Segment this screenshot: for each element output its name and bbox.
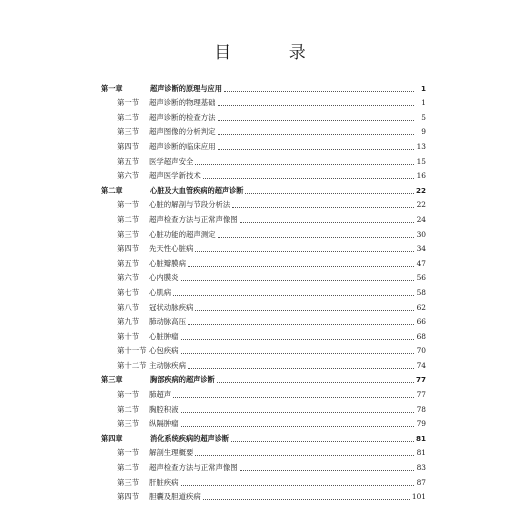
dot-leader: [218, 148, 414, 150]
toc-section-entry[interactable]: [101, 255, 426, 270]
dot-leader: [173, 294, 414, 296]
toc-entry-title: 先天性心脏病: [149, 244, 194, 254]
toc-entry-page: 24: [416, 214, 426, 224]
toc-entry-label: 第一节: [117, 390, 140, 400]
dot-leader: [218, 236, 414, 238]
dot-leader: [203, 177, 414, 179]
toc-section-entry[interactable]: [101, 299, 426, 314]
toc-entry-page: 87: [416, 477, 426, 487]
toc-entry-page: 34: [416, 244, 426, 254]
toc-entry-page: 30: [416, 229, 426, 239]
toc-entry-label: 第九节: [117, 317, 140, 327]
dot-leader: [181, 279, 414, 281]
toc-section-entry[interactable]: [101, 328, 426, 343]
dot-leader: [195, 454, 414, 456]
toc-chapter-entry[interactable]: [101, 372, 426, 387]
toc-chapter-entry[interactable]: [101, 182, 426, 197]
toc-entry-label: 第二节: [117, 404, 140, 414]
toc-entry-page: 1: [420, 83, 426, 93]
toc-entry-page: 78: [416, 404, 426, 414]
toc-entry-title: 超声图像的分析判定: [149, 127, 216, 137]
toc-entry-title: 主动脉疾病: [149, 360, 186, 370]
toc-entry-page: 77: [416, 390, 426, 400]
toc-entry-page: 83: [416, 463, 426, 473]
toc-section-entry[interactable]: [101, 284, 426, 299]
toc-entry-page: 79: [416, 419, 426, 429]
toc-section-entry[interactable]: [101, 386, 426, 401]
toc-section-entry[interactable]: [101, 489, 426, 504]
toc-entry-page: 70: [416, 346, 426, 356]
toc-entry-title: 肺超声: [149, 390, 172, 400]
table-of-contents: [101, 80, 426, 503]
toc-entry-label: 第四节: [117, 141, 140, 151]
toc-section-entry[interactable]: [101, 474, 426, 489]
toc-entry-label: 第六节: [117, 273, 140, 283]
toc-entry-page: 81: [415, 433, 426, 443]
dot-leader: [218, 133, 414, 135]
dot-leader: [203, 498, 410, 500]
toc-entry-page: 68: [416, 331, 426, 341]
toc-entry-label: 第四节: [117, 244, 140, 254]
toc-entry-title: 胆囊及胆道疾病: [149, 492, 201, 502]
dot-leader: [181, 484, 414, 486]
toc-entry-title: 超声医学新技术: [149, 171, 201, 181]
toc-entry-page: 22: [416, 200, 426, 210]
toc-section-entry[interactable]: [101, 459, 426, 474]
toc-entry-page: 5: [421, 112, 426, 122]
dot-leader: [218, 104, 414, 106]
toc-entry-title: 消化系统疾病的超声诊断: [150, 433, 230, 443]
toc-entry-title: 心脏及大血管疾病的超声诊断: [150, 185, 244, 195]
toc-entry-label: 第八节: [117, 302, 140, 312]
dot-leader: [188, 367, 414, 369]
toc-entry-label: 第四节: [117, 492, 140, 502]
toc-section-entry[interactable]: [101, 109, 426, 124]
toc-entry-label: 第三节: [117, 477, 140, 487]
dot-leader: [245, 192, 414, 194]
toc-entry-page: 22: [415, 185, 426, 195]
toc-entry-label: 第五节: [117, 156, 140, 166]
toc-entry-label: 第七节: [117, 287, 140, 297]
dot-leader: [188, 265, 414, 267]
toc-section-entry[interactable]: [101, 270, 426, 285]
toc-entry-label: 第三节: [117, 419, 140, 429]
toc-entry-page: 58: [416, 287, 426, 297]
toc-entry-label: 第十一节: [117, 346, 147, 356]
dot-leader: [181, 338, 414, 340]
toc-entry-page: 66: [416, 317, 426, 327]
toc-entry-label: 第二节: [117, 112, 140, 122]
toc-entry-title: 解剖生理概要: [149, 448, 194, 458]
dot-leader: [195, 309, 414, 311]
dot-leader: [231, 440, 414, 442]
toc-entry-title: 心脏的解剖与节段分析法: [149, 200, 231, 210]
toc-entry-label: 第一节: [117, 98, 140, 108]
dot-leader: [181, 352, 414, 354]
toc-entry-page: 13: [416, 141, 426, 151]
toc-entry-label: 第一节: [117, 448, 140, 458]
toc-entry-title: 超声诊断的检查方法: [149, 112, 216, 122]
toc-entry-label: 第十节: [117, 331, 140, 341]
toc-section-entry[interactable]: [101, 226, 426, 241]
toc-section-entry[interactable]: [101, 416, 426, 431]
toc-entry-page: 16: [416, 171, 426, 181]
toc-entry-label: 第二节: [117, 214, 140, 224]
toc-entry-title: 肺动脉高压: [149, 317, 186, 327]
toc-entry-label: 第一章: [101, 83, 123, 93]
toc-entry-label: 第二节: [117, 463, 140, 473]
toc-section-entry[interactable]: [101, 197, 426, 212]
toc-entry-title: 心脏功能的超声测定: [149, 229, 216, 239]
toc-entry-label: 第一节: [117, 200, 140, 210]
toc-entry-title: 超声检查方法与正常声像图: [149, 214, 238, 224]
dot-leader: [240, 469, 414, 471]
toc-entry-page: 101: [411, 492, 426, 502]
dot-leader: [181, 411, 414, 413]
toc-entry-title: 心肌病: [149, 287, 172, 297]
toc-entry-title: 心脏瓣膜病: [149, 258, 186, 268]
dot-leader: [224, 90, 414, 92]
toc-entry-title: 医学超声安全: [149, 156, 194, 166]
dot-leader: [181, 425, 414, 427]
toc-section-entry[interactable]: [101, 401, 426, 416]
toc-entry-label: 第三章: [101, 375, 123, 385]
toc-entry-label: 第十二节: [117, 360, 147, 370]
page-title: 目 录: [214, 43, 332, 63]
toc-chapter-entry[interactable]: [101, 430, 426, 445]
dot-leader: [217, 381, 414, 383]
toc-section-entry[interactable]: [101, 168, 426, 183]
dot-leader: [188, 323, 414, 325]
dot-leader: [195, 250, 414, 252]
toc-entry-page: 1: [421, 98, 426, 108]
toc-entry-title: 心脏肿瘤: [149, 331, 179, 341]
toc-entry-page: 81: [416, 448, 426, 458]
toc-entry-page: 9: [421, 127, 426, 137]
toc-section-entry[interactable]: [101, 357, 426, 372]
toc-entry-title: 心内膜炎: [149, 273, 179, 283]
toc-chapter-entry[interactable]: [101, 80, 426, 95]
toc-entry-page: 74: [416, 360, 426, 370]
toc-entry-title: 超声诊断的物理基础: [149, 98, 216, 108]
toc-entry-title: 超声检查方法与正常声像图: [149, 463, 238, 473]
toc-entry-label: 第三节: [117, 127, 140, 137]
toc-section-entry[interactable]: [101, 241, 426, 256]
dot-leader: [173, 396, 414, 398]
toc-entry-label: 第三节: [117, 229, 140, 239]
toc-entry-page: 56: [416, 273, 426, 283]
dot-leader: [240, 221, 414, 223]
toc-section-entry[interactable]: [101, 138, 426, 153]
toc-entry-title: 肝脏疾病: [149, 477, 179, 487]
toc-section-entry[interactable]: [101, 95, 426, 110]
toc-entry-page: 77: [415, 375, 426, 385]
toc-entry-title: 心包疾病: [149, 346, 179, 356]
toc-entry-page: 47: [416, 258, 426, 268]
toc-entry-label: 第四章: [101, 433, 123, 443]
dot-leader: [232, 206, 414, 208]
toc-section-entry[interactable]: [101, 124, 426, 139]
toc-entry-page: 62: [416, 302, 426, 312]
toc-section-entry[interactable]: [101, 445, 426, 460]
dot-leader: [218, 119, 414, 121]
toc-section-entry[interactable]: [101, 211, 426, 226]
toc-section-entry[interactable]: [101, 314, 426, 329]
toc-entry-title: 超声诊断的原理与应用: [150, 83, 222, 93]
toc-entry-title: 超声诊断的临床应用: [149, 141, 216, 151]
toc-section-entry[interactable]: [101, 343, 426, 358]
toc-entry-label: 第六节: [117, 171, 140, 181]
toc-entry-title: 胸部疾病的超声诊断: [150, 375, 215, 385]
toc-section-entry[interactable]: [101, 153, 426, 168]
toc-entry-label: 第二章: [101, 185, 123, 195]
toc-entry-title: 胸腔积液: [149, 404, 179, 414]
dot-leader: [195, 163, 414, 165]
toc-entry-page: 15: [416, 156, 426, 166]
toc-entry-title: 纵隔肿瘤: [149, 419, 179, 429]
toc-entry-label: 第五节: [117, 258, 140, 268]
toc-entry-title: 冠状动脉疾病: [149, 302, 194, 312]
